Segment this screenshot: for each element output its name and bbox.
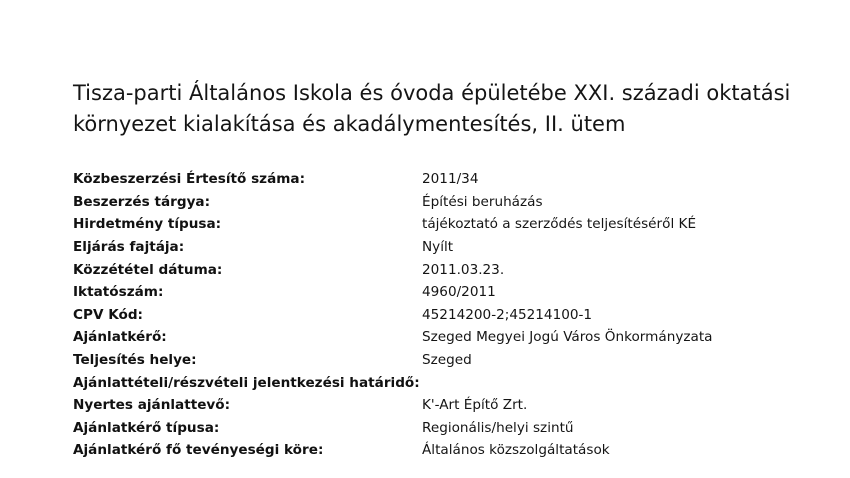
field-row-tevekenysegi-kore	[73, 439, 813, 462]
field-value: Építési beruházás	[422, 193, 543, 210]
field-label: Közzététel dátuma:	[73, 261, 223, 278]
field-value: Szeged Megyei Jogú Város Önkormányzata	[422, 329, 713, 346]
field-value: Nyílt	[422, 239, 454, 256]
field-value: 2011/34	[422, 171, 479, 188]
field-label: Ajánlatkérő:	[73, 329, 167, 346]
field-label: CPV Kód:	[73, 306, 143, 323]
field-value: K'-Art Építő Zrt.	[422, 397, 528, 414]
field-row-iktatoszam	[73, 281, 813, 304]
field-label: Hirdetmény típusa:	[73, 216, 222, 233]
field-row-nyertes-ajanlattevo	[73, 394, 813, 417]
field-value: tájékoztató a szerződés teljesítéséről KÉ	[422, 216, 697, 233]
field-value: Általános közszolgáltatások	[422, 442, 610, 459]
field-label: Beszerzés tárgya:	[73, 193, 211, 210]
field-row-beszerzes-targya	[73, 191, 813, 214]
field-label: Ajánlattételi/részvételi jelentkezési határidő:	[73, 374, 420, 391]
field-label: Eljárás fajtája:	[73, 239, 185, 256]
field-value: Regionális/helyi szintű	[422, 419, 574, 436]
field-row-ajanlatkero-tipusa	[73, 417, 813, 440]
field-label: Teljesítés helye:	[73, 352, 197, 369]
field-row-hirdetmeny-tipusa	[73, 213, 813, 236]
field-row-teljesites-helye	[73, 349, 813, 372]
field-row-ke-szama	[73, 168, 813, 191]
field-value: Szeged	[422, 352, 472, 369]
field-row-hatarido	[73, 371, 813, 394]
field-value: 45214200-2;45214100-1	[422, 306, 593, 323]
field-value: 4960/2011	[422, 284, 496, 301]
field-label: Iktatószám:	[73, 284, 164, 301]
page-title: Tisza-parti Általános Iskola és óvoda épületébe XXI. századi oktatási környezet kialakítása és akadálymentesítés, II. ütem	[73, 81, 791, 136]
details-list	[73, 168, 813, 462]
field-row-cpv-kod	[73, 304, 813, 327]
field-row-ajanlatkero	[73, 326, 813, 349]
field-label: Ajánlatkérő fő tevényeségi köre:	[73, 442, 324, 459]
field-label: Nyertes ajánlattevő:	[73, 397, 231, 414]
field-label: Közbeszerzési Értesítő száma:	[73, 171, 306, 188]
field-label: Ajánlatkérő típusa:	[73, 419, 220, 436]
field-value: 2011.03.23.	[422, 261, 505, 278]
field-row-kozzetetel-datuma	[73, 258, 813, 281]
field-row-eljaras-fajtaja	[73, 236, 813, 259]
